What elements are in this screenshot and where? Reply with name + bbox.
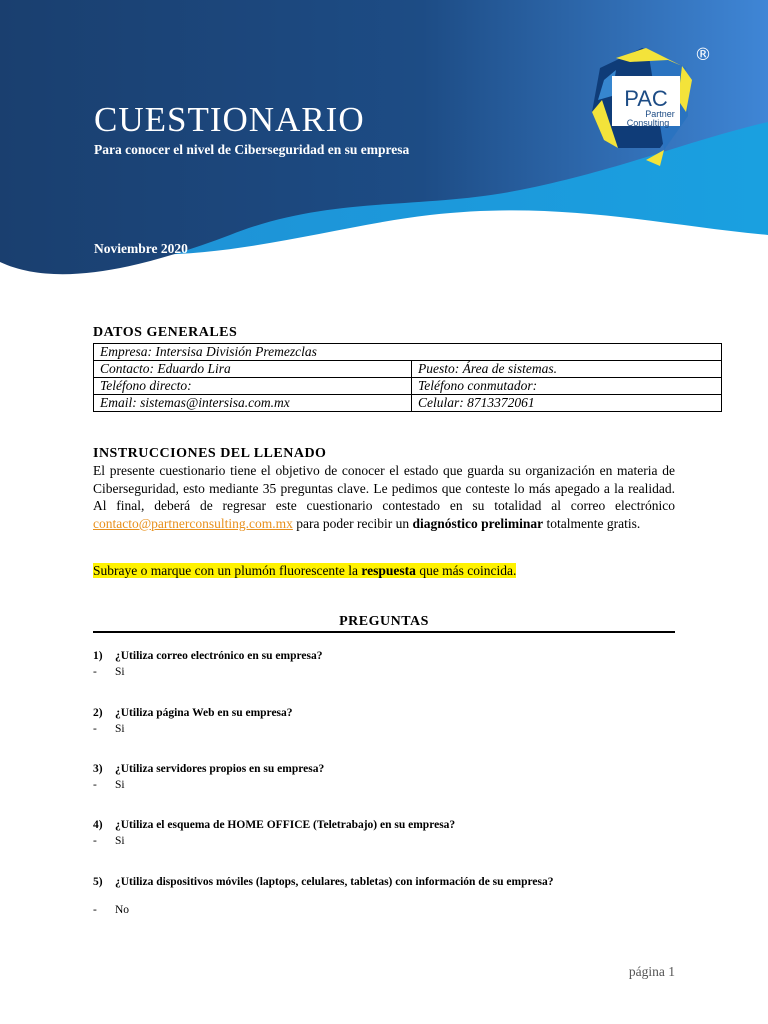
- answer-line[interactable]: [93, 664, 693, 680]
- pac-logo: [582, 40, 722, 175]
- preguntas-divider: [93, 631, 675, 633]
- instructions-text-1: El presente cuestionario tiene el objetivo de conocer el estado que guarda su organización en materia de Ciberseguridad, esto mediante 35 preguntas clave. Le pedimos que conteste lo más apegado a la realidad. Al final, deberá de regresar este cuestionario contestado en su totalidad al correo electrónico: [93, 463, 675, 513]
- contact-email-link[interactable]: contacto@partnerconsulting.com.mx: [93, 515, 293, 531]
- table-row: [94, 344, 722, 361]
- logo-partner-text: Partner: [645, 109, 675, 119]
- question-line: [93, 648, 693, 664]
- answer-text: Si: [115, 723, 125, 735]
- table-row: [94, 395, 722, 412]
- preguntas-heading: PREGUNTAS: [339, 614, 429, 629]
- instructions-text-2: para poder recibir un: [292, 515, 413, 531]
- instructions-bold-text: diagnóstico preliminar: [412, 515, 544, 531]
- table-row: [94, 361, 722, 378]
- question-item: [93, 761, 693, 793]
- registered-mark: ®: [694, 45, 712, 65]
- document-date: Noviembre 2020: [94, 241, 188, 256]
- answer-text: Si: [115, 779, 125, 791]
- answer-line[interactable]: [93, 721, 693, 737]
- highlight-text-1: Subraye o marque con un plumón fluorescente la: [93, 563, 362, 578]
- question-number: 4): [93, 819, 103, 831]
- highlight-text-2: que más coincida.: [415, 563, 517, 578]
- question-line: [93, 761, 693, 777]
- answer-dash: -: [93, 666, 97, 678]
- question-line: [93, 817, 693, 833]
- email-cell: Email: sistemas@intersisa.com.mx: [94, 395, 412, 412]
- answer-line[interactable]: [93, 833, 693, 849]
- question-line: [93, 874, 693, 890]
- datos-generales-heading: DATOS GENERALES: [93, 325, 238, 340]
- question-item: [93, 648, 693, 680]
- question-text: ¿Utiliza página Web en su empresa?: [115, 707, 293, 719]
- telefono-conmutador-cell: Teléfono conmutador:: [412, 378, 722, 395]
- celular-cell: Celular: 8713372061: [412, 395, 722, 412]
- logo-consulting-text: Consulting: [626, 118, 670, 128]
- question-number: 1): [93, 650, 103, 662]
- telefono-directo-cell: Teléfono directo:: [94, 378, 412, 395]
- answer-dash: -: [93, 835, 97, 847]
- highlight-instruction: [93, 563, 516, 579]
- highlight-bold: respuesta: [361, 563, 416, 578]
- instructions-text-3: totalmente gratis.: [543, 515, 641, 531]
- answer-dash: -: [93, 723, 97, 735]
- instructions-paragraph: [93, 462, 675, 532]
- question-item: [93, 874, 693, 918]
- question-text: ¿Utiliza dispositivos móviles (laptops, celulares, tabletas) con información de su empresa?: [115, 876, 554, 888]
- question-line: [93, 705, 693, 721]
- empresa-cell: Empresa: Intersisa División Premezclas: [94, 344, 722, 361]
- answer-text: No: [115, 904, 130, 916]
- answer-dash: -: [93, 779, 97, 791]
- document-title: CUESTIONARIO: [94, 100, 365, 139]
- instrucciones-heading: INSTRUCCIONES DEL LLENADO: [93, 446, 327, 461]
- puesto-cell: Puesto: Área de sistemas.: [412, 361, 722, 378]
- answer-text: Si: [115, 666, 125, 678]
- answer-line[interactable]: [93, 902, 693, 918]
- question-number: 5): [93, 876, 103, 888]
- question-item: [93, 705, 693, 737]
- datos-generales-table: [93, 343, 722, 412]
- answer-text: Si: [115, 835, 125, 847]
- table-row: [94, 378, 722, 395]
- page-number: página 1: [628, 964, 675, 979]
- contacto-cell: Contacto: Eduardo Lira: [94, 361, 412, 378]
- question-text: ¿Utiliza correo electrónico en su empresa?: [115, 650, 323, 662]
- logo-pac-text: PAC: [624, 86, 668, 111]
- question-item: [93, 817, 693, 849]
- question-text: ¿Utiliza servidores propios en su empresa?: [115, 763, 325, 775]
- answer-line[interactable]: [93, 777, 693, 793]
- document-subtitle: Para conocer el nivel de Ciberseguridad en su empresa: [94, 142, 410, 157]
- answer-dash: -: [93, 904, 97, 916]
- question-number: 2): [93, 707, 103, 719]
- question-text: ¿Utiliza el esquema de HOME OFFICE (Teletrabajo) en su empresa?: [115, 819, 456, 831]
- question-number: 3): [93, 763, 103, 775]
